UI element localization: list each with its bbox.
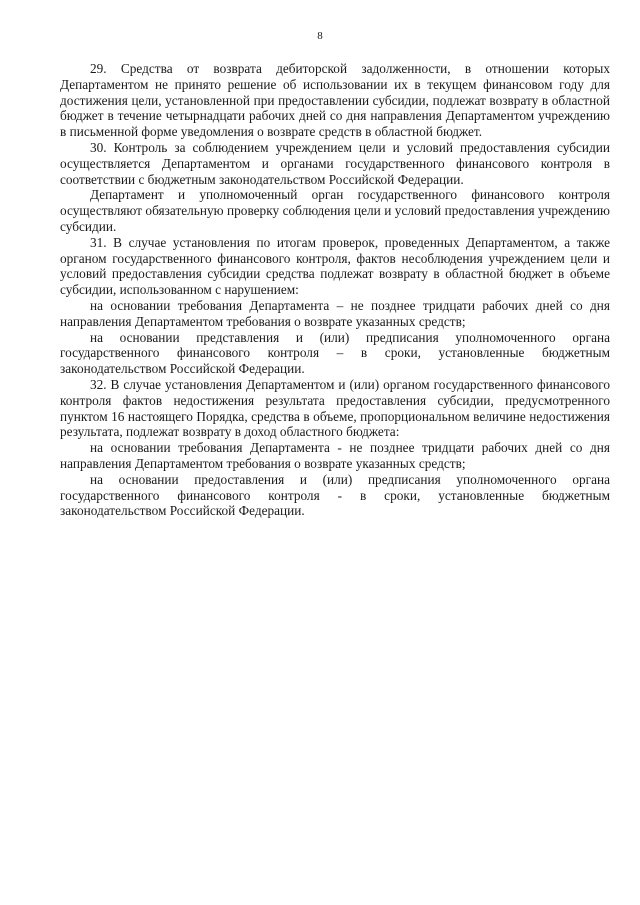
page-number: 8 xyxy=(317,30,323,42)
paragraph-32-department-demand: на основании требования Департамента - не позднее тридцати рабочих дней со дня направления Департаментом требования о возврате указанных средств; xyxy=(60,440,610,471)
paragraph-30: 30. Контроль за соблюдением учреждением цели и условий предоставления субсидии осуществляется Департаментом и органами государственного финансового контроля в соответствии с бюджетным законодательством Российской Федерации. xyxy=(60,139,610,187)
paragraph-30-verification: Департамент и уполномоченный орган государственного финансового контроля осуществляют обязательную проверку соблюдения цели и условий предоставления учреждению субсидии. xyxy=(60,187,610,234)
paragraph-32-control-order: на основании предоставления и (или) предписания уполномоченного органа государственного финансового контроля - в сроки, установленные бюджетным законодательством Российской Федерации. xyxy=(60,471,610,519)
paragraph-31-control-order: на основании представления и (или) предписания уполномоченного органа государственного финансового контроля – в сроки, установленные бюджетным законодательством Российской Федерации. xyxy=(60,329,610,377)
paragraph-31: 31. В случае установления по итогам проверок, проведенных Департаментом, а также органом государственного финансового контроля, фактов несоблюдения учреждением цели и условий предоставления субсидии средства подлежат возврату в областной бюджет в объеме субсидии, использованном с нарушением: xyxy=(60,234,610,298)
paragraph-29: 29. Средства от возврата дебиторской задолженности, в отношении которых Департаментом не принято решение об использовании их в текущем финансовом году для достижения цели, установленной при предоставлении субсидии, подлежат возврату в областной бюджет в течение четырнадцати рабочих дней со дня направления Департаментом учреждению в письменной форме уведомления о возврате средств в областной бюджет. xyxy=(60,61,610,140)
document-body xyxy=(60,61,610,519)
paragraph-32: 32. В случае установления Департаментом и (или) органом государственного финансового контроля фактов недостижения результата предоставления субсидии, предусмотренного пунктом 16 настоящего Порядка, средства в объеме, пропорциональном величине недостижения результата, подлежат возврату в доход областного бюджета: xyxy=(60,376,610,440)
paragraph-31-department-demand: на основании требования Департамента – не позднее тридцати рабочих дней со дня направления Департаментом требования о возврате указанных средств; xyxy=(60,297,610,329)
